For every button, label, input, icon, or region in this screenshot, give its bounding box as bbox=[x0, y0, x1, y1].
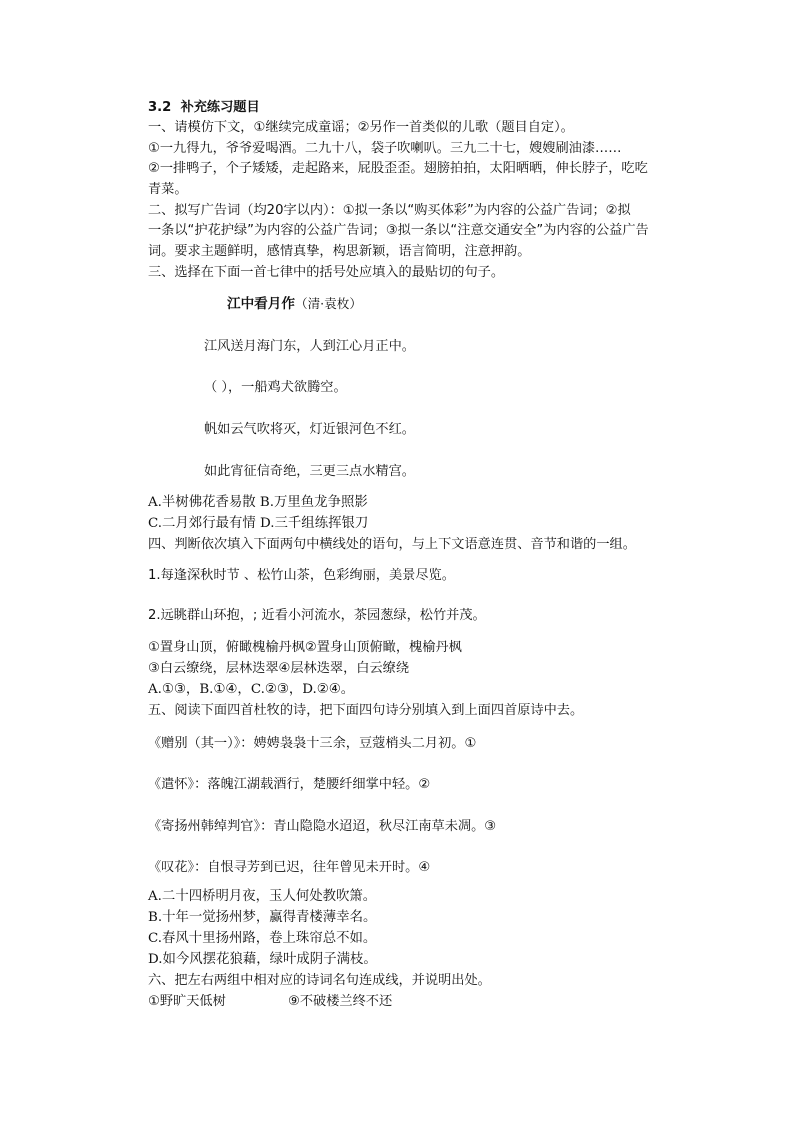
q5-option-a: A.二十四桥明月夜，玉人何处教吹箫。 bbox=[148, 889, 377, 904]
q2-line-3: 词。要求主题鲜明，感情真挚，构思新颖，语言简明，注意押韵。 bbox=[148, 244, 531, 259]
q5-prompt: 五、阅读下面四首杜牧的诗，把下面四句诗分别填入到上面四首原诗中去。 bbox=[148, 703, 584, 718]
q4-sentence-2: 2.远眺群山环抱，; 近看小河流水，茶园葱绿，松竹并茂。 bbox=[148, 608, 486, 623]
q1-prompt: 一、请模仿下文，①继续完成童谣；②另作一首类似的儿歌（题目自定）。 bbox=[148, 120, 574, 135]
q1-rhyme-2a: ②一排鸭子，个子矮矮，走起路来，屁股歪歪。翅膀拍拍，太阳晒晒，伸长脖子，吃吃 bbox=[148, 161, 648, 176]
q5-poem-4: 《叹花》：自恨寻芳到已迟，往年曾见未开时。④ bbox=[148, 860, 431, 875]
q5-option-d: D.如今风摆花狼藉，绿叶成阴子满枝。 bbox=[148, 952, 377, 967]
q3-options-cd: C.二月郊行最有情 D.三千组练挥银刀 bbox=[148, 516, 369, 531]
q4-sentence-1: 1.每逢深秋时节 、松竹山茶，色彩绚丽，美景尽览。 bbox=[148, 568, 455, 583]
q6-left-1: ①野旷天低树 bbox=[148, 994, 226, 1009]
q4-choice-line-1: ①置身山顶，俯瞰槐榆丹枫②置身山顶俯瞰，槐榆丹枫 bbox=[148, 640, 462, 655]
q2-line-2: 一条以“护花护绿”为内容的公益广告词；③拟一条以“注意交通安全”为内容的公益广告 bbox=[148, 223, 649, 238]
q1-rhyme-1: ①一九得九，爷爷爱喝酒。二九十八，袋子吹喇叭。三九二十七，嫂嫂刷油漆…… bbox=[148, 141, 622, 156]
poem-line-1: 江风送月海门东，人到江心月正中。 bbox=[204, 339, 415, 354]
q5-poem-1: 《赠别（其一）》：娉娉袅袅十三余，豆蔻梢头二月初。① bbox=[148, 736, 477, 751]
section-number: 3.2 bbox=[148, 100, 172, 115]
q5-poem-3: 《寄扬州韩绰判官》：青山隐隐水迢迢，秋尽江南草未凋。③ bbox=[148, 819, 497, 834]
q4-prompt: 四、判断依次填入下面两句中横线处的语句，与上下文语意连贯、音节和谐的一组。 bbox=[148, 537, 636, 552]
q3-options-ab: A.半树佛花香易散 B.万里鱼龙争照影 bbox=[148, 495, 368, 510]
section-title: 补充练习题目 bbox=[180, 100, 260, 115]
poem-line-2: （ ），一船鸡犬欲腾空。 bbox=[204, 380, 347, 395]
q5-option-c: C.春风十里扬州路，卷上珠帘总不如。 bbox=[148, 931, 377, 946]
q1-rhyme-2b: 青菜。 bbox=[148, 182, 188, 197]
poem-author: （清·袁枚） bbox=[294, 296, 362, 311]
poem-line-4: 如此宵征信奇绝，三更三点水精宫。 bbox=[204, 464, 415, 479]
poem-line-3: 帆如云气吹将灭，灯近银河色不红。 bbox=[204, 422, 415, 437]
q5-poem-2: 《遣怀》：落魄江湖载酒行，楚腰纤细掌中轻。② bbox=[148, 777, 431, 792]
q6-prompt: 六、把左右两组中相对应的诗词名句连成线，并说明出处。 bbox=[148, 973, 491, 988]
poem-title: 江中看月作 bbox=[227, 296, 295, 312]
q4-choice-line-2: ③白云缭绕，层林迭翠④层林迭翠，白云缭绕 bbox=[148, 661, 410, 676]
q4-answers: A.①③，B.①④，C.②③，D.②④。 bbox=[148, 682, 355, 697]
q5-option-b: B.十年一觉扬州梦，赢得青楼薄幸名。 bbox=[148, 910, 377, 925]
section-heading bbox=[148, 98, 260, 118]
poem-title-line bbox=[227, 294, 362, 314]
q6-right-1: ⑨不破楼兰终不还 bbox=[288, 994, 393, 1009]
q3-prompt: 三、选择在下面一首七律中的括号处应填入的最贴切的句子。 bbox=[148, 265, 505, 280]
q2-line-1: 二、拟写广告词（均20字以内）：①拟一条以“购买体彩”为内容的公益广告词；②拟 bbox=[148, 203, 631, 218]
